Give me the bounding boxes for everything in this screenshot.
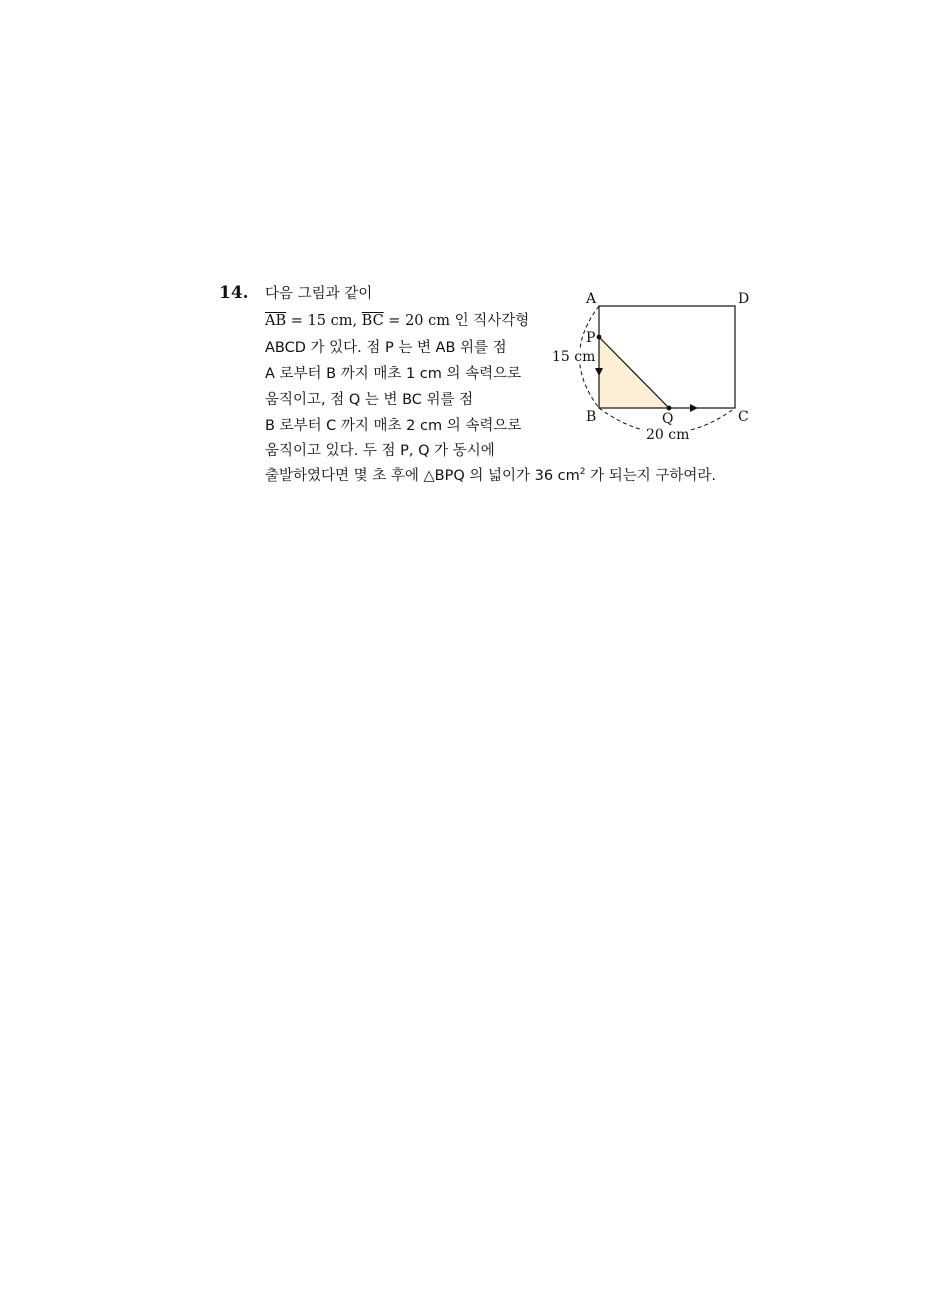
- arrow-right-icon: [690, 404, 698, 412]
- problem-line-5: 움직이고, 점 Q 는 변 BC 위를 점: [265, 392, 474, 408]
- problem-line-4: A 로부터 B 까지 매초 1 cm 의 속력으로: [265, 366, 522, 382]
- line-8-after: 가 되는지 구하여라.: [585, 468, 717, 484]
- problem-line-6: B 로부터 C 까지 매초 2 cm 의 속력으로: [265, 418, 522, 434]
- line-8-before: 출발하였다면 몇 초 후에 △BPQ 의 넓이가 36 cm: [265, 468, 580, 484]
- label-d: D: [738, 291, 750, 307]
- label-side-bc: 20 cm: [646, 427, 690, 443]
- problem-line-1: 다음 그림과 같이: [265, 286, 373, 302]
- line-2-rest: 인 직사각형: [450, 313, 530, 329]
- label-p: P: [586, 330, 596, 346]
- segment-bc: $\overline{BC}$: [361, 313, 384, 329]
- problem-line-7: 움직이고 있다. 두 점 P, Q 가 동시에: [265, 443, 495, 459]
- problem-number: 14.: [219, 283, 249, 303]
- problem-line-3: ABCD 가 있다. 점 P 는 변 AB 위를 점: [265, 340, 507, 356]
- label-a: A: [586, 291, 597, 307]
- label-b: B: [586, 409, 597, 425]
- label-q: Q: [662, 411, 674, 427]
- exponent: 2: [579, 467, 586, 477]
- segment-ab-value: = 15 cm,: [286, 313, 362, 329]
- point-q-dot: [667, 406, 672, 411]
- label-side-ab: 15 cm: [552, 349, 596, 365]
- problem-line-2: [265, 311, 529, 331]
- point-p-dot: [597, 335, 602, 340]
- rectangle-figure: [550, 286, 760, 446]
- segment-ab: $\overline{AB}$: [265, 313, 287, 329]
- segment-bc-value: = 20 cm: [383, 313, 451, 329]
- problem-line-8: [265, 466, 716, 486]
- label-c: C: [738, 409, 749, 425]
